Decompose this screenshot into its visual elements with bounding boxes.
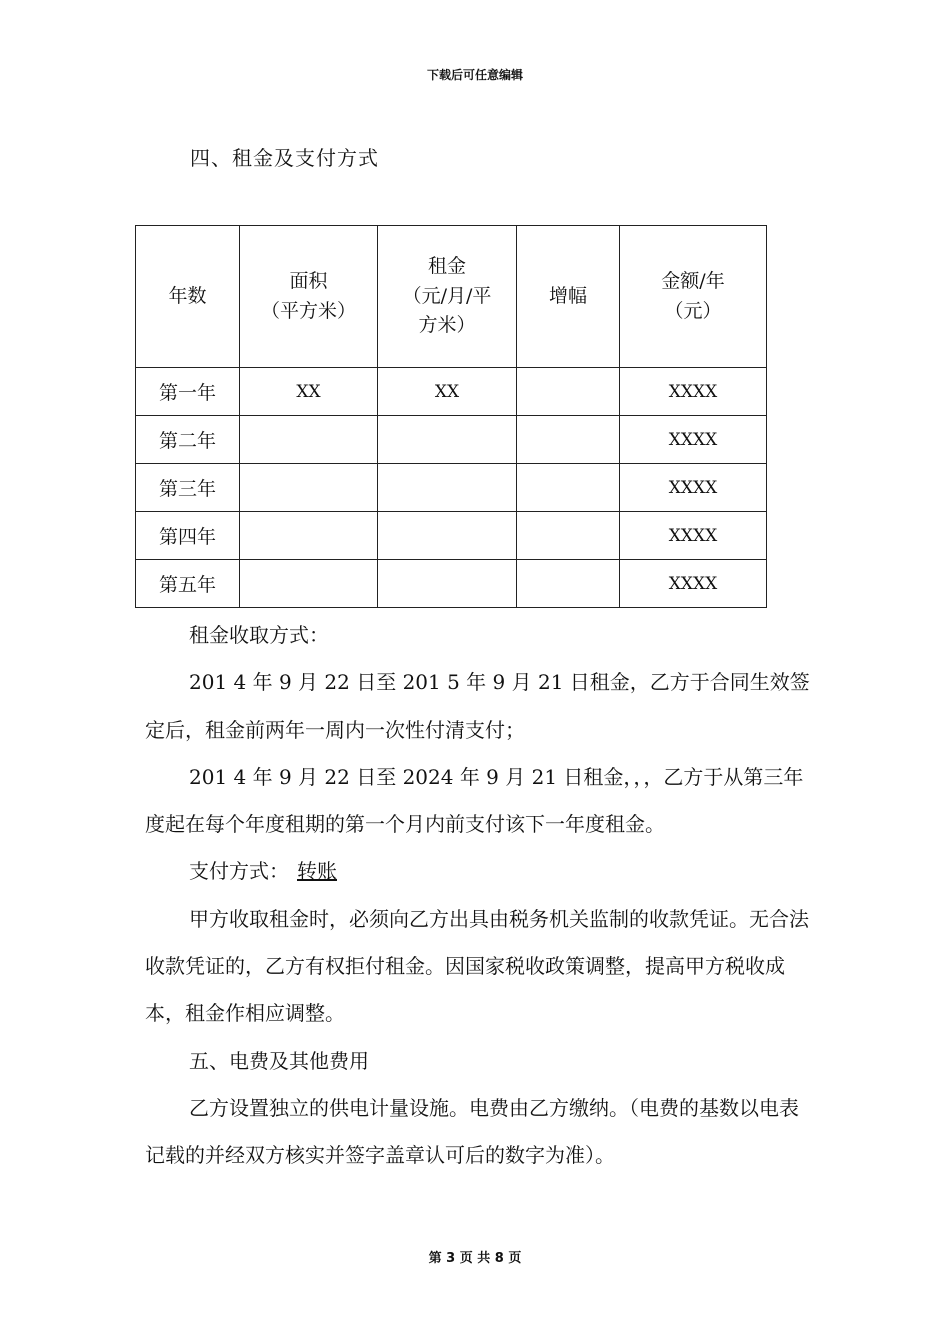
cell-amount: XXXX (620, 464, 767, 512)
cell-amount: XXXX (620, 416, 767, 464)
cell-year: 第五年 (136, 560, 240, 608)
cell-area (240, 416, 378, 464)
section-title-electricity: 五、电费及其他费用 (189, 1048, 369, 1073)
cell-increase (517, 512, 620, 560)
header-cell-increase: 增幅 (517, 226, 620, 368)
paragraph-rent-collection-method: 租金收取方式： (189, 623, 329, 647)
cell-area: XX (240, 368, 378, 416)
paragraph-receipt: 甲方收取租金时，必须向乙方出具由税务机关监制的收款凭证。无合法收款凭证的，乙方有权拒付租金。因国家税收政策调整，提高甲方税收成本，租金作相应调整。 (145, 906, 809, 1026)
cell-amount: XXXX (620, 512, 767, 560)
header-cell-area: 面积 （平方米） (240, 226, 378, 368)
cell-increase (517, 464, 620, 512)
header-cell-years: 年数 (136, 226, 240, 368)
cell-area (240, 560, 378, 608)
cell-rent (378, 560, 517, 608)
document-body (145, 612, 815, 1180)
rent-table (135, 225, 767, 608)
payment-method-value: 转账 (297, 859, 337, 884)
cell-rent (378, 464, 517, 512)
paragraph-electricity: 乙方设置独立的供电计量设施。电费由乙方缴纳。（电费的基数以电表记载的并经双方核实并签字盖章认可后的数字为准）。 (145, 1095, 799, 1168)
table-row (136, 560, 767, 608)
cell-amount: XXXX (620, 368, 767, 416)
paragraph-later-period: 201 4 年 9 月 22 日至 2024 年 9 月 21 日租金，，，乙方于从第三年度起在每个年度租期的第一个月内前支付该下一年度租金。 (145, 764, 804, 837)
cell-rent (378, 416, 517, 464)
paragraph-payment-method (145, 848, 815, 895)
header-cell-rent: 租金 （元/月/平 方米） (378, 226, 517, 368)
cell-rent: XX (378, 368, 517, 416)
cell-year: 第三年 (136, 464, 240, 512)
header-cell-amount: 金额/年 （元） (620, 226, 767, 368)
table-row (136, 464, 767, 512)
cell-year: 第二年 (136, 416, 240, 464)
cell-year: 第四年 (136, 512, 240, 560)
paragraph-first-period: 201 4 年 9 月 22 日至 201 5 年 9 月 21 日租金，乙方于合同生效签定后，租金前两年一周内一次性付清支付； (145, 670, 810, 742)
page-footer: 第 3 页 共 8 页 (428, 1251, 522, 1266)
cell-increase (517, 416, 620, 464)
table-header-row (136, 226, 767, 368)
cell-increase (517, 368, 620, 416)
cell-amount: XXXX (620, 560, 767, 608)
table-row (136, 512, 767, 560)
table-row (136, 416, 767, 464)
page-header: 下载后可任意编辑 (426, 68, 523, 82)
cell-area (240, 512, 378, 560)
table-row (136, 368, 767, 416)
cell-rent (378, 512, 517, 560)
section-title-rent: 四、租金及支付方式 (190, 146, 379, 170)
cell-year: 第一年 (136, 368, 240, 416)
payment-method-label: 支付方式： (189, 859, 289, 884)
cell-area (240, 464, 378, 512)
cell-increase (517, 560, 620, 608)
